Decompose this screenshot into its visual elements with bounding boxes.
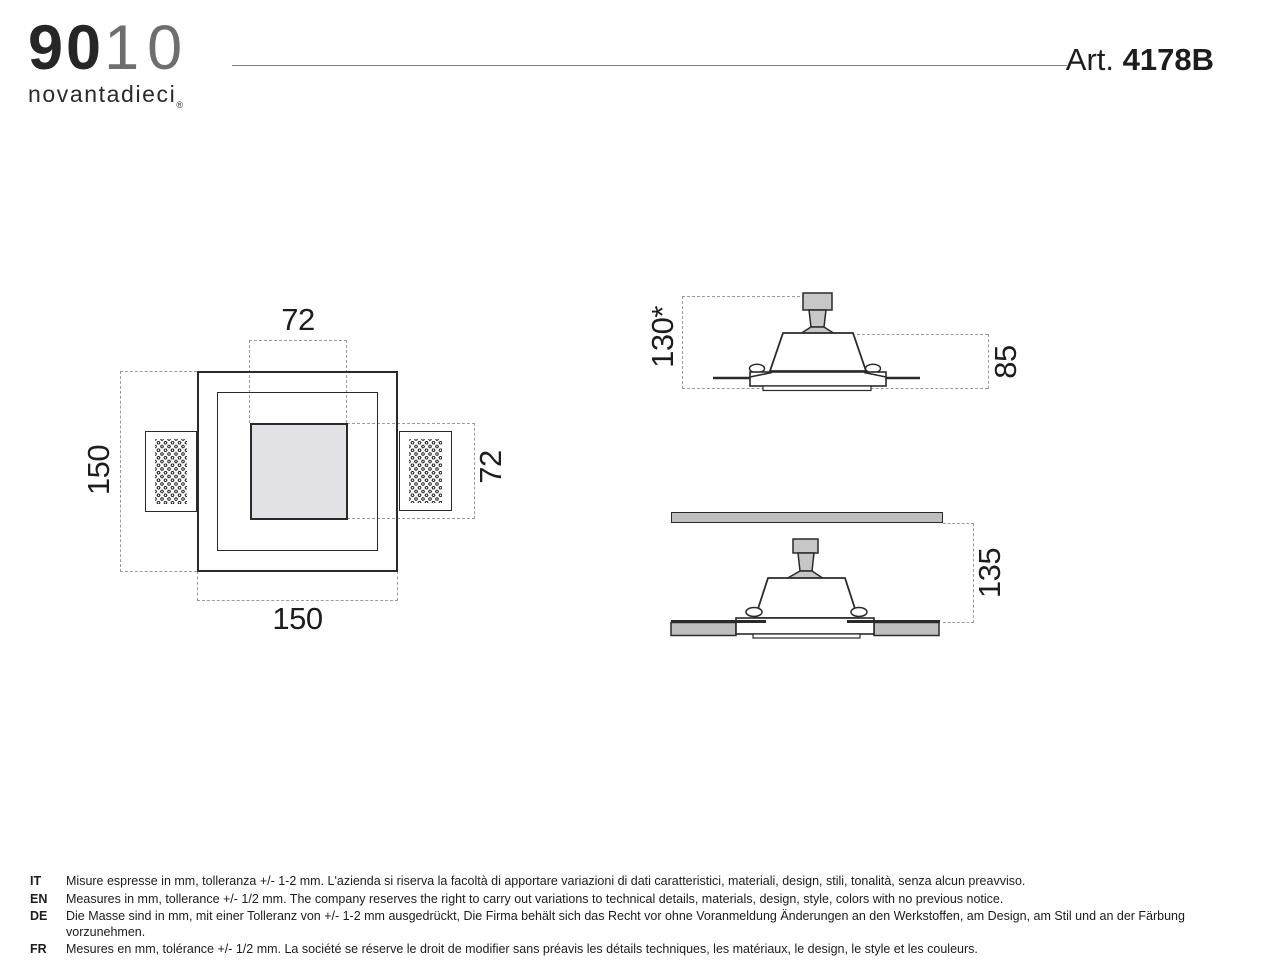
- section1-power-connector: [800, 293, 835, 334]
- logo-90: 90: [28, 13, 105, 83]
- section1-flange: [750, 372, 886, 386]
- connector-top-block: [803, 293, 832, 310]
- section1-housing-trapezoid: [770, 333, 866, 371]
- section2-dim-line-top: [943, 523, 974, 524]
- dim-label-135: 135: [972, 547, 1007, 599]
- section2-spring-clip-right: [851, 608, 867, 617]
- header-divider-line: [232, 65, 1067, 66]
- note-text-en: Measures in mm, tollerance +/- 1/2 mm. The company reserves the right to carry out variations to technical details, materials, design, style, colors with no previous notice.: [66, 891, 1004, 906]
- dim-label-bottom-150: 150: [272, 601, 323, 636]
- lang-code-en: EN: [30, 891, 48, 906]
- section2-power-connector: [786, 539, 824, 579]
- section2-plasterboard-left: [671, 623, 736, 636]
- note-text-fr: Mesures en mm, tolérance +/- 1/2 mm. La société se réserve le droit de modifier sans préavis les détails techniques, les matériaux, le design, le style et les couleurs.: [66, 942, 978, 956]
- section1-flange-step: [763, 386, 871, 391]
- brand-logo: [28, 13, 191, 111]
- article-number: [1066, 42, 1214, 78]
- article-label: Art.: [1065, 42, 1115, 77]
- brand-logo-number: [28, 13, 191, 83]
- section2-fixture-drawing: [650, 535, 950, 641]
- article-code: 4178B: [1122, 42, 1214, 77]
- plan-tab-perforation-left: [155, 439, 187, 504]
- section1-dim-line-left: [682, 296, 683, 389]
- plan-side-tab-left: [145, 431, 197, 512]
- section2-structural-slab: [671, 512, 943, 523]
- connector-neck: [798, 553, 814, 571]
- note-row-fr: [30, 942, 1254, 958]
- section2-housing-trapezoid: [755, 578, 858, 618]
- dim-label-130: 130*: [645, 306, 680, 368]
- section2-spring-clip-left: [746, 608, 762, 617]
- brand-logo-subtitle: novantadieci®: [28, 81, 183, 111]
- dim-label-85: 85: [988, 345, 1023, 379]
- section2-flange-step: [753, 634, 860, 638]
- dim-label-top-72: 72: [281, 302, 315, 337]
- note-row-de: [30, 909, 1254, 940]
- note-text-de: Die Masse sind in mm, mit einer Tolleranz von +/- 1-2 mm ausgedrückt, Die Firma behält sich das Recht vor ohne Voranmeldung Änderungen an den Werkstoffen, am Design, am Stil und an der Färbung vorzunehmen.: [66, 909, 1185, 939]
- dim-label-right-72: 72: [473, 450, 508, 484]
- registered-mark: ®: [176, 100, 183, 111]
- connector-neck: [809, 310, 826, 327]
- dim-label-left-150: 150: [81, 444, 116, 496]
- note-text-it: Misure espresse in mm, tolleranza +/- 1-2 mm. L'azienda si riserva la facoltà di apportare variazioni di dati caratteristici, materiali, design, stili, tonalità, senza alcun preavviso.: [66, 874, 1026, 888]
- connector-top-block: [793, 539, 818, 553]
- plan-tab-perforation-right: [409, 439, 442, 503]
- logo-10: 10: [104, 13, 191, 83]
- lang-code-fr: FR: [30, 942, 47, 956]
- plan-diffuser-square: [250, 423, 348, 520]
- section2-plasterboard-right: [874, 623, 939, 636]
- lang-code-de: DE: [30, 909, 48, 923]
- plan-dim-box-bottom-150: [197, 571, 398, 601]
- note-row-en: [30, 892, 1254, 908]
- plan-side-tab-right: [399, 431, 452, 511]
- section1-fixture-drawing: [700, 290, 930, 394]
- note-row-it: [30, 874, 1254, 890]
- lang-code-it: IT: [30, 874, 42, 888]
- tolerance-notes: [30, 874, 1254, 960]
